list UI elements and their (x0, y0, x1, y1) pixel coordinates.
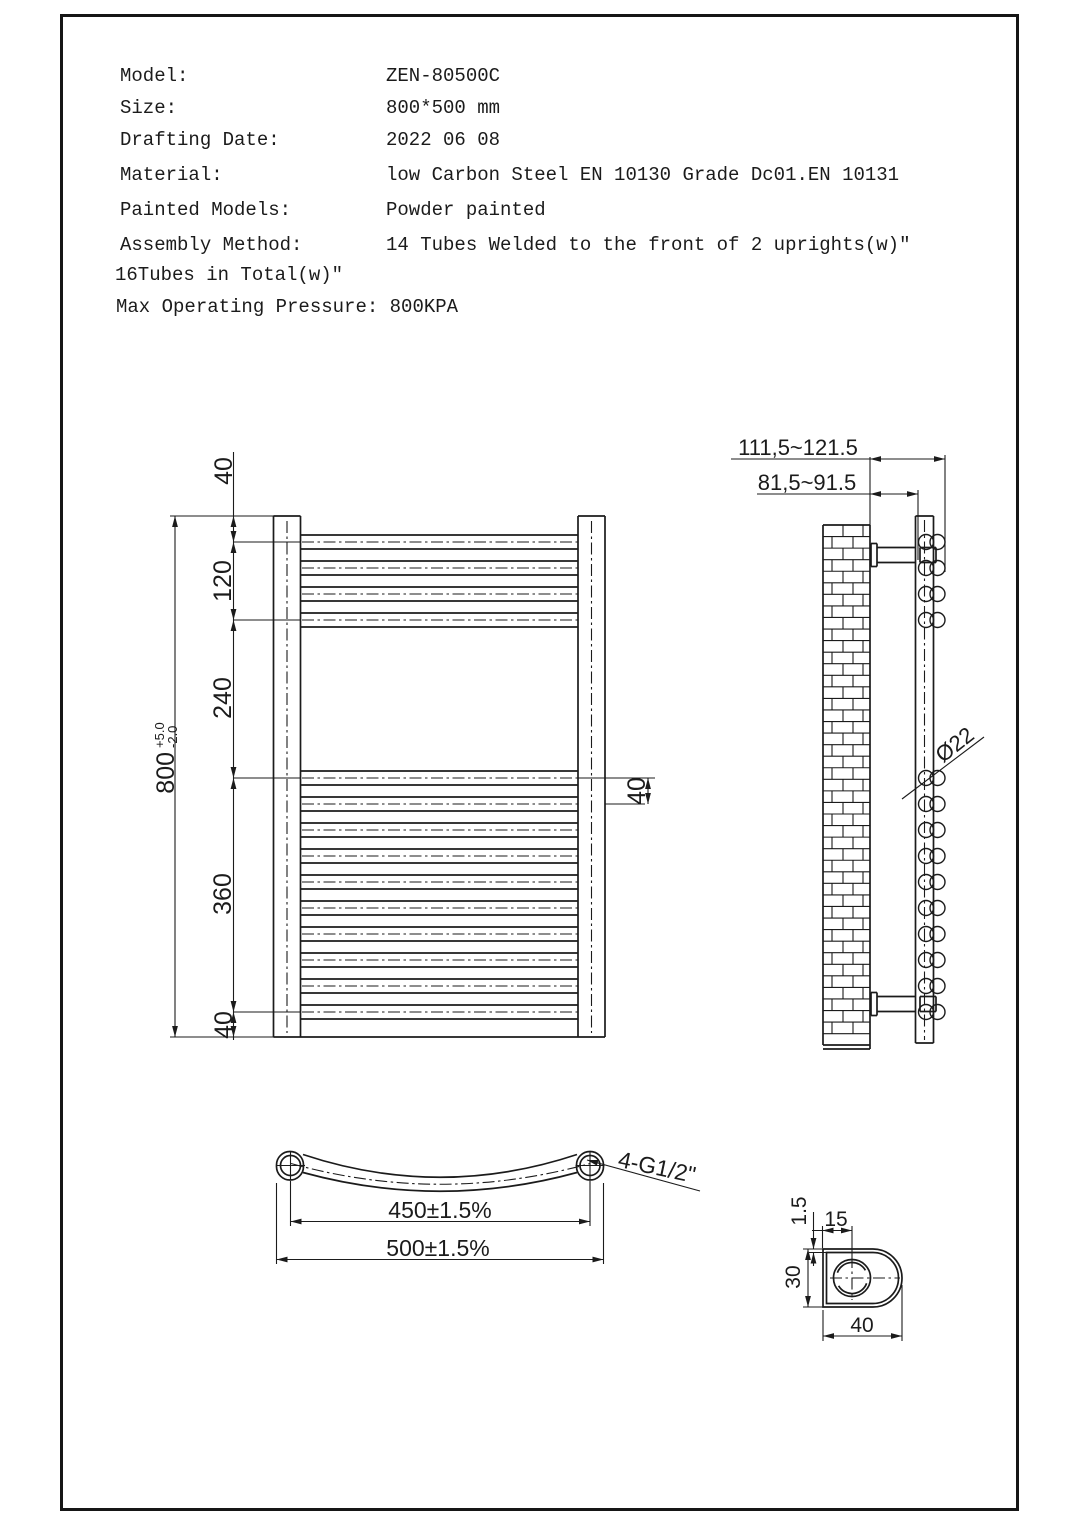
spec-value: 800*500 mm (386, 97, 501, 119)
spec-label: Drafting Date: (120, 129, 280, 151)
dim-overall-height (148, 698, 184, 818)
spec-row-material (120, 163, 899, 187)
dim-overall-width: 500±1.5% (386, 1234, 490, 1261)
spec-label: Model: (120, 65, 189, 87)
spec-value: 2022 06 08 (386, 129, 501, 151)
dim-top-group: 120 (208, 560, 237, 602)
dim-depth-to-wall: 81,5~91.5 (757, 470, 857, 495)
front-view (170, 452, 655, 1040)
dim-top-offset: 40 (209, 457, 238, 485)
dim-bracket-hole-offset: 15 (824, 1208, 848, 1231)
spec-row-size (120, 96, 500, 120)
label-thread-connections: 4-G1/2" (616, 1145, 699, 1188)
dim-depth-overall: 111,5~121.5 (738, 435, 858, 460)
spec-row-painted (120, 198, 546, 222)
spec-label: Painted Models: (120, 199, 292, 221)
spec-row-assembly (120, 233, 911, 257)
dim-bracket-width: 40 (850, 1314, 874, 1337)
dim-tube-pitch: 40 (622, 777, 651, 805)
spec-label: Assembly Method: (120, 234, 303, 256)
dim-overall-height-value: 800 (151, 751, 180, 794)
dim-bottom-offset: 40 (209, 1011, 238, 1039)
spec-value: low Carbon Steel EN 10130 Grade Dc01.EN 10131 (386, 164, 900, 186)
tolerance-plus: +5.0 (152, 722, 167, 748)
spec-value: 14 Tubes Welded to the front of 2 uprights(w)" (386, 234, 911, 256)
spec-row-model (120, 64, 500, 88)
dim-bottom-group: 360 (208, 873, 237, 915)
spec-label: Material: (120, 164, 223, 186)
spec-row-date (120, 128, 500, 152)
spec-note: 16Tubes in Total(w)" (115, 264, 344, 286)
spec-pressure: Max Operating Pressure: 800KPA (116, 296, 459, 318)
label-tube-diameter: Ø22 (930, 721, 979, 768)
spec-value: Powder painted (386, 199, 546, 221)
spec-label: Size: (120, 97, 178, 119)
dim-upright-centers: 450±1.5% (388, 1196, 492, 1223)
tolerance-minus: -2.0 (165, 725, 180, 748)
dim-bracket-thickness: 1.5 (788, 1196, 811, 1226)
spec-value: ZEN-80500C (386, 65, 501, 87)
dim-middle-gap: 240 (208, 677, 237, 719)
dim-bracket-height: 30 (782, 1265, 805, 1289)
